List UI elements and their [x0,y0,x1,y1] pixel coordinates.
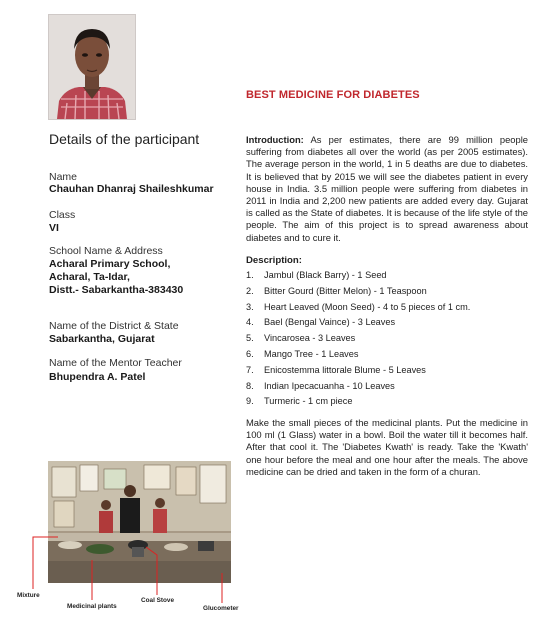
item-number: 4. [246,317,254,328]
school-line-1: Acharal Primary School, [49,258,171,270]
district-value: Sabarkantha, Gujarat [49,333,155,345]
name-value: Chauhan Dhanraj Shaileshkumar [49,183,214,195]
details-section-title: Details of the participant [49,131,200,147]
caption-glucometer: Glucometer [203,605,239,612]
page-title: BEST MEDICINE FOR DIABETES [246,89,420,101]
item-text: Turmeric - 1 cm piece [264,396,353,407]
class-label: Class [49,209,76,221]
caption-medicinal-plants: Medicinal plants [67,603,117,610]
mentor-value: Bhupendra A. Patel [49,371,146,383]
caption-mixture: Mixture [17,592,40,599]
class-value: VI [49,222,59,234]
item-number: 7. [246,364,254,375]
mentor-label: Name of the Mentor Teacher [49,357,182,369]
item-number: 3. [246,301,254,312]
school-line-2: Acharal, Ta-Idar, [49,271,130,283]
introduction-text: As per estimates, there are 99 million people suffering from diabetes all over the world (as per 2005 estimates). The average person in the world, 1 in 5 deaths are due to diabetes. It is believed that by 2015 we will see the diabetes patient in every house in India. 3.5 million people were suffering from diabetes in 2011 in India and 2,200 new patients are added every day. Gujarat is called as the State of diabetes. It is because of the life style of the people. The aim of this project is to spread awareness about diabetes and to cure it. [246,134,529,243]
introduction-label: Introduction: [246,134,304,145]
method-paragraph: Make the small pieces of the medicinal plants. Put the medicine in 100 ml (1 Glass) water in a bowl. Boil the water till it becomes half. After that cool it. The 'Diabetes Kwath' is ready. Take the 'Kwath' one hour before the meal and one hour after the meals. The above medicine can be dried and taken in the form of a churan. [246,417,528,477]
item-number: 2. [246,285,254,296]
item-number: 8. [246,380,254,391]
item-text: Heart Leaved (Moon Seed) - 4 to 5 pieces of 1 cm. [264,301,471,312]
description-heading: Description: [246,255,302,266]
item-number: 5. [246,333,254,344]
item-number: 6. [246,348,254,359]
name-label: Name [49,171,78,183]
item-text: Enicostemma littorale Blume - 5 Leaves [264,364,426,375]
school-line-3: Distt.- Sabarkantha-383430 [49,284,184,296]
item-number: 1. [246,270,254,280]
item-number: 9. [246,396,254,407]
item-text: Bitter Gourd (Bitter Melon) - 1 Teaspoon [264,285,427,296]
item-text: Vincarosea - 3 Leaves [264,333,356,344]
item-text: Mango Tree - 1 Leaves [264,348,359,359]
item-text: Bael (Bengal Vaince) - 3 Leaves [264,317,396,328]
item-text: Jambul (Black Barry) - 1 Seed [264,270,387,280]
caption-coal-stove: Coal Stove [141,597,175,604]
school-label: School Name & Address [49,245,163,257]
district-label: Name of the District & State [49,320,179,332]
item-text: Indian Ipecacuanha - 10 Leaves [264,380,395,391]
